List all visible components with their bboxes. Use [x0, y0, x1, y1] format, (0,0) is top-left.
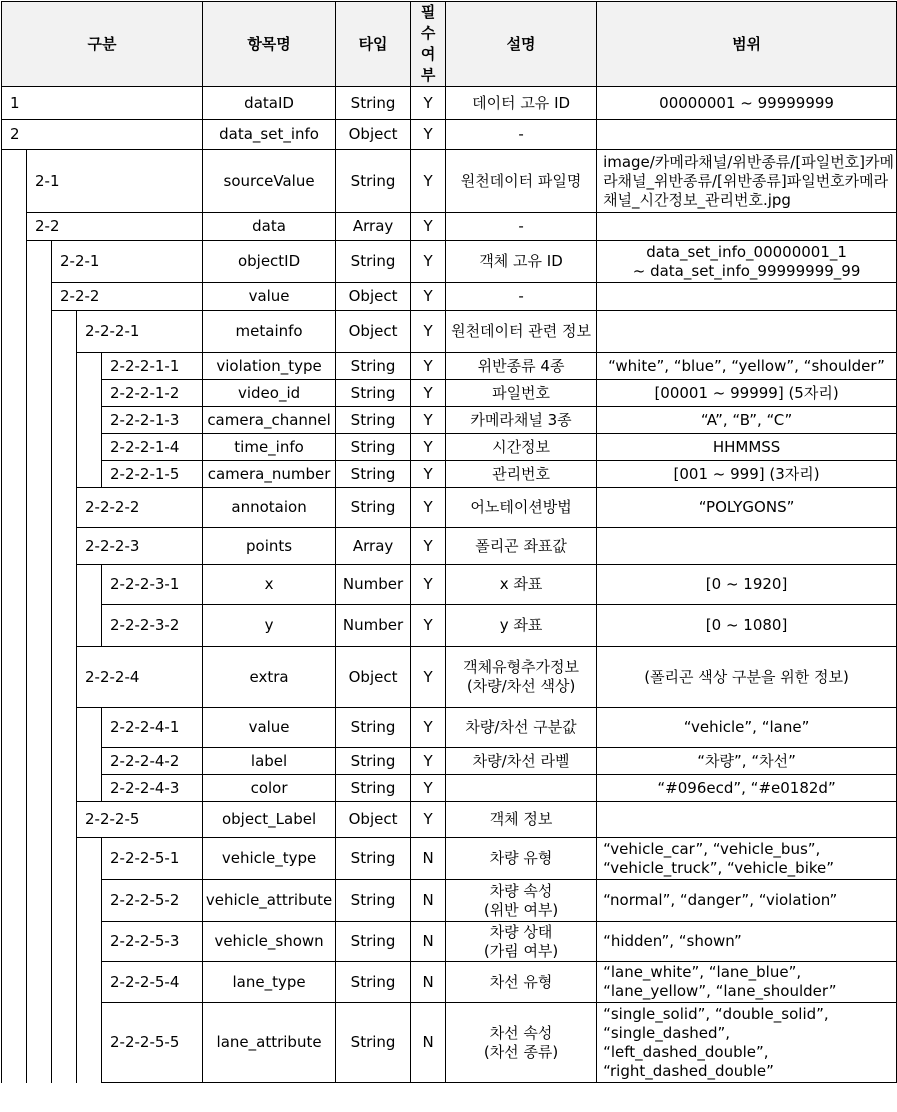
- table-row: [2, 353, 897, 380]
- indent-spacer: [2, 283, 27, 311]
- indent-spacer: [27, 488, 52, 528]
- indent-spacer: [2, 407, 27, 434]
- indent-spacer: [52, 353, 77, 380]
- row-required: Y: [411, 283, 446, 311]
- row-description: 차량/차선 라벨: [446, 748, 597, 775]
- row-range: HHMMSS: [597, 434, 897, 461]
- indent-spacer: [2, 488, 27, 528]
- row-range: [0 ~ 1080]: [597, 605, 897, 647]
- table-row: [2, 748, 897, 775]
- row-required: Y: [411, 434, 446, 461]
- row-type: Object: [336, 120, 411, 150]
- row-type: Array: [336, 528, 411, 565]
- table-row: [2, 565, 897, 605]
- table-row: [2, 87, 897, 120]
- row-range: data_set_info_00000001_1 ~ data_set_info_99999999_99: [597, 241, 897, 283]
- indent-spacer: [52, 528, 77, 565]
- indent-spacer: [27, 962, 52, 1003]
- row-type: String: [336, 1003, 411, 1083]
- indent-spacer: [27, 528, 52, 565]
- indent-spacer: [27, 922, 52, 962]
- row-type: Object: [336, 283, 411, 311]
- row-range: [001 ~ 999] (3자리): [597, 461, 897, 488]
- row-description: 카메라채널 3종: [446, 407, 597, 434]
- row-range: “normal”, “danger”, “violation”: [597, 880, 897, 922]
- indent-spacer: [77, 880, 102, 922]
- row-range: [0 ~ 1920]: [597, 565, 897, 605]
- row-field-name: objectID: [203, 241, 336, 283]
- row-category-id: 2-2-1: [52, 241, 203, 283]
- row-range: [597, 120, 897, 150]
- row-field-name: object_Label: [203, 802, 336, 838]
- indent-spacer: [2, 353, 27, 380]
- row-category-id: 2-2-2-1-3: [102, 407, 203, 434]
- row-field-name: y: [203, 605, 336, 647]
- table-header-row: [2, 2, 897, 87]
- row-category-id: 2-2-2-5-5: [102, 1003, 203, 1083]
- indent-spacer: [27, 434, 52, 461]
- indent-spacer: [2, 434, 27, 461]
- row-category-id: 2-2-2-4-1: [102, 708, 203, 748]
- row-range: [597, 802, 897, 838]
- row-required: Y: [411, 565, 446, 605]
- table-row: [2, 922, 897, 962]
- row-category-id: 2-2-2-1: [77, 311, 203, 353]
- indent-spacer: [52, 488, 77, 528]
- row-category-id: 2: [2, 120, 203, 150]
- row-required: Y: [411, 407, 446, 434]
- table-row: [2, 461, 897, 488]
- row-required: Y: [411, 528, 446, 565]
- indent-spacer: [27, 241, 52, 283]
- indent-spacer: [27, 380, 52, 407]
- row-range: “#096ecd”, “#e0182d”: [597, 775, 897, 802]
- row-type: String: [336, 353, 411, 380]
- indent-spacer: [27, 708, 52, 748]
- row-range: [597, 528, 897, 565]
- indent-spacer: [52, 880, 77, 922]
- indent-spacer: [2, 565, 27, 605]
- row-category-id: 2-2-2-4-3: [102, 775, 203, 802]
- row-type: String: [336, 488, 411, 528]
- indent-spacer: [77, 962, 102, 1003]
- indent-spacer: [2, 962, 27, 1003]
- row-field-name: camera_number: [203, 461, 336, 488]
- row-range: [597, 311, 897, 353]
- row-field-name: annotaion: [203, 488, 336, 528]
- row-range: [00001 ~ 99999] (5자리): [597, 380, 897, 407]
- row-description: 차선 유형: [446, 962, 597, 1003]
- row-category-id: 2-2-2-1-1: [102, 353, 203, 380]
- indent-spacer: [2, 708, 27, 748]
- row-field-name: dataID: [203, 87, 336, 120]
- row-category-id: 2-2-2-3-1: [102, 565, 203, 605]
- indent-spacer: [52, 922, 77, 962]
- indent-spacer: [52, 605, 77, 647]
- row-type: Number: [336, 565, 411, 605]
- indent-spacer: [52, 311, 77, 353]
- indent-spacer: [52, 838, 77, 880]
- indent-spacer: [77, 565, 102, 605]
- row-field-name: x: [203, 565, 336, 605]
- table-body: [2, 87, 897, 1083]
- header-required: 필 수 여 부: [411, 2, 446, 87]
- row-field-name: label: [203, 748, 336, 775]
- indent-spacer: [2, 213, 27, 241]
- table-row: [2, 605, 897, 647]
- row-field-name: vehicle_shown: [203, 922, 336, 962]
- row-required: N: [411, 962, 446, 1003]
- row-range: “vehicle_car”, “vehicle_bus”, “vehicle_truck”, “vehicle_bike”: [597, 838, 897, 880]
- row-type: String: [336, 87, 411, 120]
- row-category-id: 2-2: [27, 213, 203, 241]
- row-type: String: [336, 962, 411, 1003]
- row-required: Y: [411, 120, 446, 150]
- row-category-id: 2-2-2-4: [77, 647, 203, 708]
- row-category-id: 2-2-2-5-2: [102, 880, 203, 922]
- row-required: Y: [411, 488, 446, 528]
- row-required: Y: [411, 647, 446, 708]
- row-required: Y: [411, 380, 446, 407]
- row-type: String: [336, 880, 411, 922]
- indent-spacer: [2, 605, 27, 647]
- row-category-id: 2-2-2-1-4: [102, 434, 203, 461]
- row-description: 차량/차선 구분값: [446, 708, 597, 748]
- row-description: 어노테이션방법: [446, 488, 597, 528]
- row-field-name: video_id: [203, 380, 336, 407]
- row-field-name: lane_type: [203, 962, 336, 1003]
- row-type: String: [336, 748, 411, 775]
- row-range: (폴리곤 색상 구분을 위한 정보): [597, 647, 897, 708]
- indent-spacer: [77, 605, 102, 647]
- data-spec-table: [1, 1, 897, 1083]
- row-type: String: [336, 775, 411, 802]
- row-range: “차량”, “차선”: [597, 748, 897, 775]
- indent-spacer: [52, 407, 77, 434]
- row-field-name: data: [203, 213, 336, 241]
- row-description: [446, 775, 597, 802]
- indent-spacer: [27, 353, 52, 380]
- row-description: 폴리곤 좌표값: [446, 528, 597, 565]
- row-range: [597, 283, 897, 311]
- row-description: -: [446, 283, 597, 311]
- indent-spacer: [52, 565, 77, 605]
- indent-spacer: [2, 647, 27, 708]
- row-description: 차선 속성 (차선 종류): [446, 1003, 597, 1083]
- indent-spacer: [2, 461, 27, 488]
- table-row: [2, 283, 897, 311]
- row-type: String: [336, 241, 411, 283]
- row-field-name: time_info: [203, 434, 336, 461]
- header-category: 구분: [2, 2, 203, 87]
- row-field-name: vehicle_type: [203, 838, 336, 880]
- indent-spacer: [27, 647, 52, 708]
- indent-spacer: [27, 605, 52, 647]
- indent-spacer: [52, 647, 77, 708]
- row-type: String: [336, 150, 411, 213]
- row-required: Y: [411, 87, 446, 120]
- row-type: Object: [336, 802, 411, 838]
- indent-spacer: [77, 461, 102, 488]
- row-range: 00000001 ~ 99999999: [597, 87, 897, 120]
- indent-spacer: [77, 748, 102, 775]
- indent-spacer: [2, 922, 27, 962]
- row-required: Y: [411, 213, 446, 241]
- row-required: Y: [411, 708, 446, 748]
- row-field-name: violation_type: [203, 353, 336, 380]
- row-required: N: [411, 880, 446, 922]
- indent-spacer: [52, 1003, 77, 1083]
- indent-spacer: [27, 283, 52, 311]
- row-field-name: sourceValue: [203, 150, 336, 213]
- row-category-id: 2-2-2-1-5: [102, 461, 203, 488]
- row-category-id: 2-1: [27, 150, 203, 213]
- row-description: 객체 고유 ID: [446, 241, 597, 283]
- row-category-id: 2-2-2: [52, 283, 203, 311]
- row-type: Number: [336, 605, 411, 647]
- row-description: 위반종류 4종: [446, 353, 597, 380]
- row-description: -: [446, 213, 597, 241]
- row-range: “white”, “blue”, “yellow”, “shoulder”: [597, 353, 897, 380]
- row-category-id: 2-2-2-2: [77, 488, 203, 528]
- row-type: String: [336, 922, 411, 962]
- indent-spacer: [2, 802, 27, 838]
- indent-spacer: [27, 565, 52, 605]
- row-required: Y: [411, 748, 446, 775]
- table-row: [2, 528, 897, 565]
- row-description: 원천데이터 파일명: [446, 150, 597, 213]
- table-row: [2, 708, 897, 748]
- row-required: Y: [411, 353, 446, 380]
- row-field-name: camera_channel: [203, 407, 336, 434]
- indent-spacer: [27, 838, 52, 880]
- row-category-id: 2-2-2-3-2: [102, 605, 203, 647]
- indent-spacer: [77, 1003, 102, 1083]
- row-description: 관리번호: [446, 461, 597, 488]
- row-required: Y: [411, 802, 446, 838]
- row-type: Object: [336, 647, 411, 708]
- table-row: [2, 120, 897, 150]
- row-range: [597, 213, 897, 241]
- indent-spacer: [2, 380, 27, 407]
- row-field-name: extra: [203, 647, 336, 708]
- row-category-id: 1: [2, 87, 203, 120]
- row-category-id: 2-2-2-1-2: [102, 380, 203, 407]
- row-range: “lane_white”, “lane_blue”, “lane_yellow”, “lane_shoulder”: [597, 962, 897, 1003]
- row-type: String: [336, 407, 411, 434]
- indent-spacer: [27, 311, 52, 353]
- header-type: 타입: [336, 2, 411, 87]
- row-description: 차량 속성 (위반 여부): [446, 880, 597, 922]
- row-description: 데이터 고유 ID: [446, 87, 597, 120]
- row-description: 차량 상태 (가림 여부): [446, 922, 597, 962]
- row-type: Object: [336, 311, 411, 353]
- indent-spacer: [52, 802, 77, 838]
- row-required: Y: [411, 150, 446, 213]
- row-required: N: [411, 838, 446, 880]
- indent-spacer: [52, 461, 77, 488]
- row-range: “hidden”, “shown”: [597, 922, 897, 962]
- indent-spacer: [27, 461, 52, 488]
- table-row: [2, 488, 897, 528]
- indent-spacer: [27, 748, 52, 775]
- row-category-id: 2-2-2-5-1: [102, 838, 203, 880]
- table-row: [2, 434, 897, 461]
- row-required: Y: [411, 605, 446, 647]
- row-field-name: lane_attribute: [203, 1003, 336, 1083]
- row-required: N: [411, 1003, 446, 1083]
- indent-spacer: [77, 775, 102, 802]
- row-required: Y: [411, 775, 446, 802]
- indent-spacer: [2, 150, 27, 213]
- indent-spacer: [77, 353, 102, 380]
- indent-spacer: [2, 528, 27, 565]
- table-row: [2, 311, 897, 353]
- indent-spacer: [52, 748, 77, 775]
- row-description: 차량 유형: [446, 838, 597, 880]
- indent-spacer: [2, 241, 27, 283]
- table-row: [2, 647, 897, 708]
- indent-spacer: [77, 380, 102, 407]
- indent-spacer: [77, 838, 102, 880]
- table-row: [2, 962, 897, 1003]
- row-description: 원천데이터 관련 정보: [446, 311, 597, 353]
- row-description: x 좌표: [446, 565, 597, 605]
- table-row: [2, 407, 897, 434]
- row-required: Y: [411, 461, 446, 488]
- indent-spacer: [77, 434, 102, 461]
- indent-spacer: [52, 434, 77, 461]
- row-type: Array: [336, 213, 411, 241]
- indent-spacer: [77, 407, 102, 434]
- indent-spacer: [2, 1003, 27, 1083]
- indent-spacer: [77, 922, 102, 962]
- indent-spacer: [2, 311, 27, 353]
- row-type: String: [336, 461, 411, 488]
- indent-spacer: [52, 708, 77, 748]
- row-field-name: data_set_info: [203, 120, 336, 150]
- row-field-name: value: [203, 283, 336, 311]
- row-required: N: [411, 922, 446, 962]
- table-row: [2, 775, 897, 802]
- table-row: [2, 880, 897, 922]
- row-range: image/카메라채널/위반종류/[파일번호]카메라채널_위반종류/[위반종류]파일번호카메라채널_시간정보_관리번호.jpg: [597, 150, 897, 213]
- row-field-name: metainfo: [203, 311, 336, 353]
- row-category-id: 2-2-2-5-3: [102, 922, 203, 962]
- indent-spacer: [2, 775, 27, 802]
- header-desc: 설명: [446, 2, 597, 87]
- indent-spacer: [2, 838, 27, 880]
- header-range: 범위: [597, 2, 897, 87]
- row-type: String: [336, 434, 411, 461]
- row-description: 객체 정보: [446, 802, 597, 838]
- table-row: [2, 380, 897, 407]
- table-row: [2, 241, 897, 283]
- row-category-id: 2-2-2-5-4: [102, 962, 203, 1003]
- row-field-name: points: [203, 528, 336, 565]
- row-description: 파일번호: [446, 380, 597, 407]
- row-type: String: [336, 380, 411, 407]
- indent-spacer: [27, 407, 52, 434]
- row-category-id: 2-2-2-3: [77, 528, 203, 565]
- row-required: Y: [411, 241, 446, 283]
- table-row: [2, 213, 897, 241]
- row-description: 객체유형추가정보 (차량/차선 색상): [446, 647, 597, 708]
- row-type: String: [336, 838, 411, 880]
- row-field-name: color: [203, 775, 336, 802]
- row-range: “single_solid”, “double_solid”, “single_dashed”, “left_dashed_double”, “right_dashed_double”: [597, 1003, 897, 1083]
- row-type: String: [336, 708, 411, 748]
- row-category-id: 2-2-2-4-2: [102, 748, 203, 775]
- indent-spacer: [52, 775, 77, 802]
- indent-spacer: [27, 1003, 52, 1083]
- row-range: “A”, “B”, “C”: [597, 407, 897, 434]
- indent-spacer: [2, 880, 27, 922]
- row-range: “POLYGONS”: [597, 488, 897, 528]
- indent-spacer: [2, 748, 27, 775]
- row-field-name: vehicle_attribute: [203, 880, 336, 922]
- row-description: y 좌표: [446, 605, 597, 647]
- header-field: 항목명: [203, 2, 336, 87]
- row-category-id: 2-2-2-5: [77, 802, 203, 838]
- row-range: “vehicle”, “lane”: [597, 708, 897, 748]
- indent-spacer: [27, 802, 52, 838]
- indent-spacer: [77, 708, 102, 748]
- row-field-name: value: [203, 708, 336, 748]
- indent-spacer: [52, 380, 77, 407]
- row-description: 시간정보: [446, 434, 597, 461]
- indent-spacer: [27, 880, 52, 922]
- indent-spacer: [27, 775, 52, 802]
- table-row: [2, 1003, 897, 1083]
- table-row: [2, 838, 897, 880]
- row-required: Y: [411, 311, 446, 353]
- table-row: [2, 150, 897, 213]
- indent-spacer: [52, 962, 77, 1003]
- table-row: [2, 802, 897, 838]
- row-description: -: [446, 120, 597, 150]
